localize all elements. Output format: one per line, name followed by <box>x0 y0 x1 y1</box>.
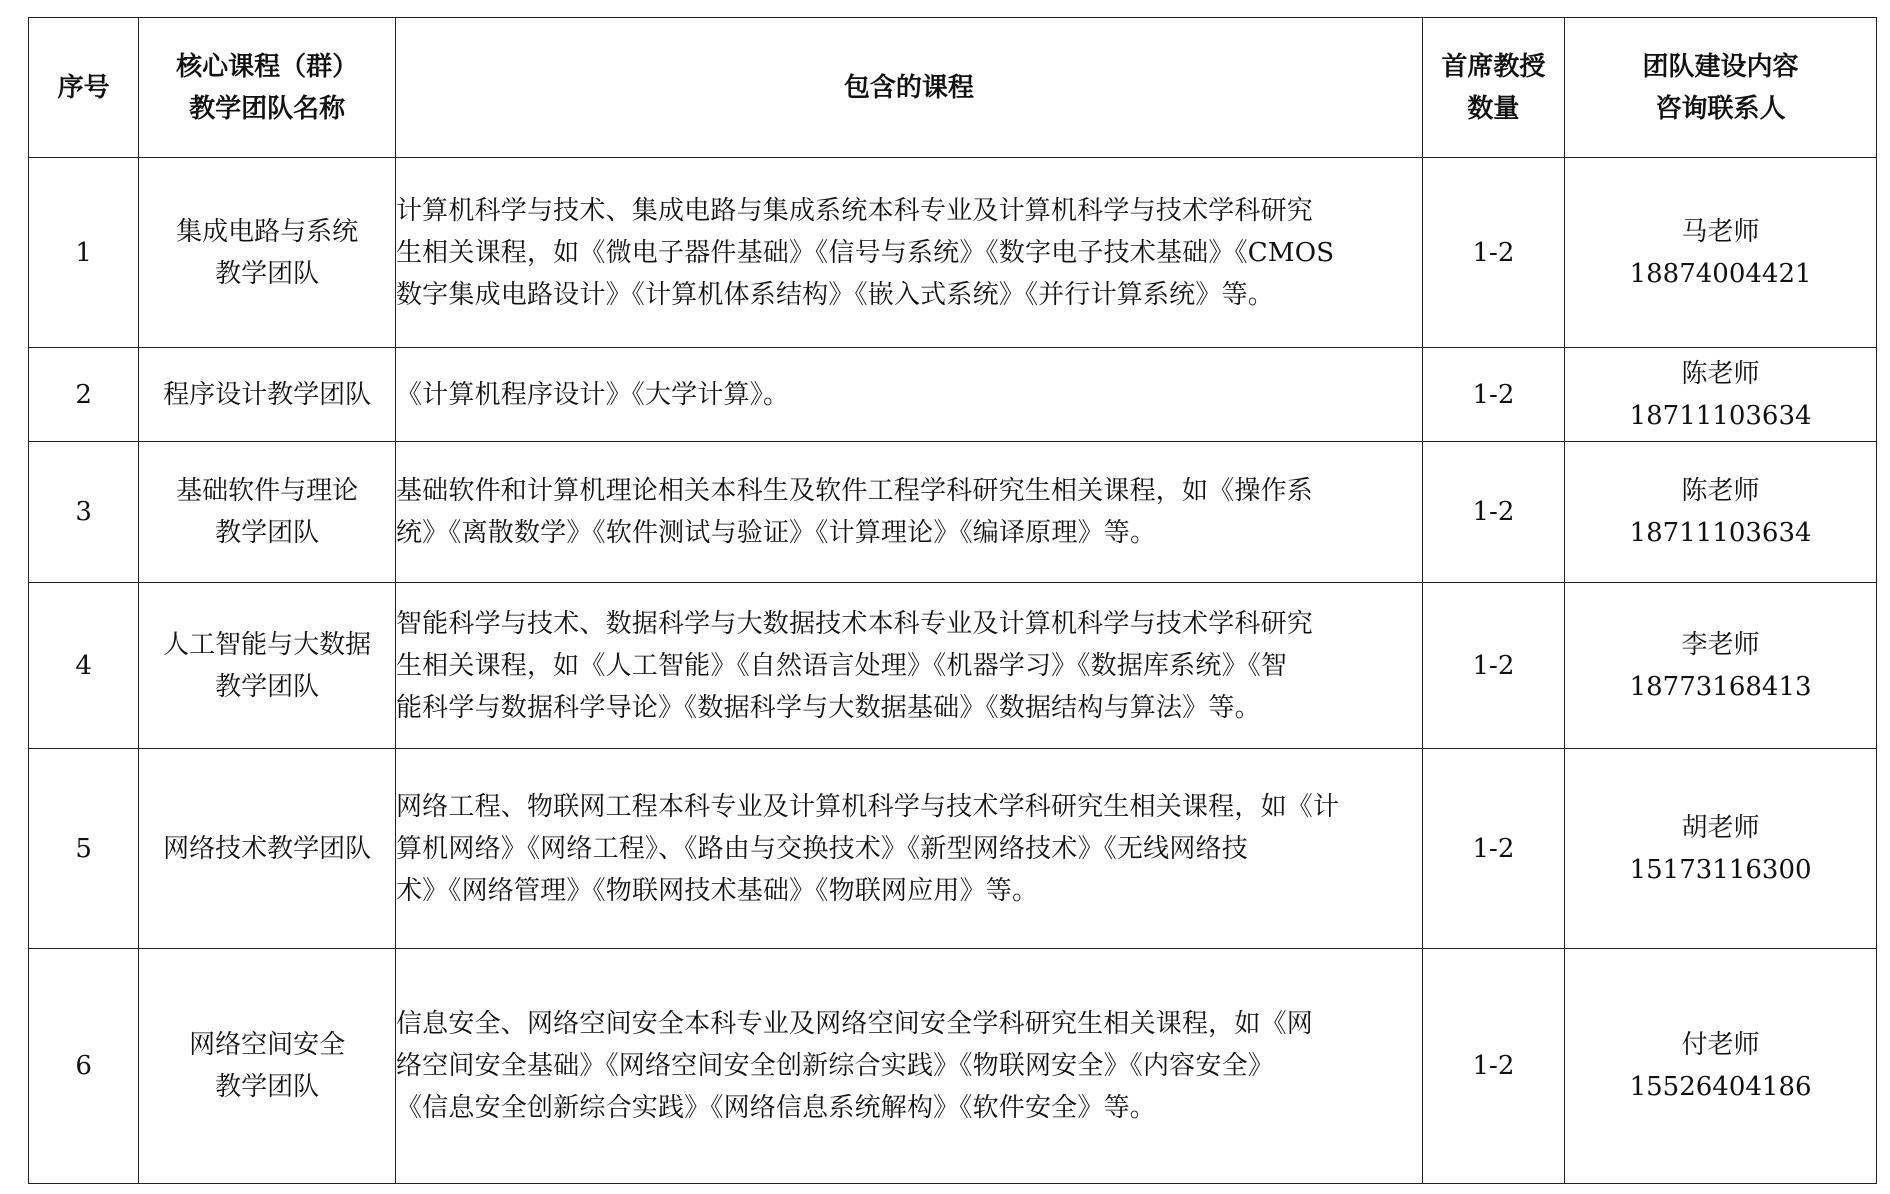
contact-cell <box>1565 749 1877 949</box>
courses-line: 能科学与数据科学导论》《数据科学与大数据基础》《数据结构与算法》等。 <box>395 692 1261 723</box>
chief-count-cell: 1-2 <box>1422 749 1564 949</box>
contact-name: 胡老师 <box>1681 812 1760 843</box>
courses-cell <box>395 158 1422 348</box>
team-name-cell <box>139 158 396 348</box>
courses-cell <box>395 749 1422 949</box>
courses-cell <box>395 348 1422 442</box>
header-row <box>29 18 1877 158</box>
contact-phone: 15526404186 <box>1629 1072 1812 1102</box>
chief-count-cell: 1-2 <box>1422 348 1564 442</box>
courses-line: 智能科学与技术、数据科学与大数据技术本科专业及计算机科学与技术学科研究 <box>395 608 1313 639</box>
chief-count-cell: 1-2 <box>1422 583 1564 749</box>
courses-cell <box>395 442 1422 583</box>
team-name-line: 集成电路与系统 <box>176 216 359 247</box>
row-index: 1 <box>29 158 139 348</box>
header-team-name <box>139 18 396 158</box>
contact-name: 付老师 <box>1681 1030 1760 1060</box>
team-name-line: 程序设计教学团队 <box>163 379 372 410</box>
team-name-line: 人工智能与大数据 <box>163 629 372 660</box>
courses-line: 计算机科学与技术、集成电路与集成系统本科专业及计算机科学与技术学科研究 <box>395 195 1313 226</box>
courses-line: 术》《网络管理》《物联网技术基础》《物联网应用》等。 <box>395 875 1039 906</box>
contact-cell <box>1565 949 1877 1184</box>
table-row <box>29 583 1877 749</box>
header-index <box>29 18 139 158</box>
contact-cell <box>1565 442 1877 583</box>
table-row <box>29 442 1877 583</box>
header-contact <box>1565 18 1877 158</box>
header-contact-line-2: 咨询联系人 <box>1655 93 1786 124</box>
contact-name: 李老师 <box>1681 629 1760 660</box>
row-index: 6 <box>29 949 139 1184</box>
courses-line: 基础软件和计算机理论相关本科生及软件工程学科研究生相关课程，如《操作系 <box>395 476 1313 506</box>
chief-count-cell: 1-2 <box>1422 442 1564 583</box>
row-index: 5 <box>29 749 139 949</box>
courses-line: 《信息安全创新综合实践》《网络信息系统解构》《软件安全》等。 <box>395 1093 1156 1123</box>
team-name-line: 基础软件与理论 <box>176 476 359 506</box>
team-name-cell <box>139 348 396 442</box>
courses-line: 网络工程、物联网工程本科专业及计算机科学与技术学科研究生相关课程，如《计 <box>395 791 1340 822</box>
row-index: 4 <box>29 583 139 749</box>
team-name-cell <box>139 949 396 1184</box>
header-team-line-1: 核心课程（群） <box>176 51 359 82</box>
courses-cell <box>395 949 1422 1184</box>
team-name-line: 网络空间安全 <box>189 1030 346 1060</box>
header-chief-professor-count <box>1422 18 1564 158</box>
contact-name: 陈老师 <box>1681 476 1760 506</box>
table-row <box>29 949 1877 1184</box>
contact-phone: 18773168413 <box>1629 671 1812 702</box>
chief-count-cell: 1-2 <box>1422 158 1564 348</box>
contact-phone: 18874004421 <box>1629 258 1812 289</box>
header-courses-line: 包含的课程 <box>843 72 974 103</box>
courses-line: 信息安全、网络空间安全本科专业及网络空间安全学科研究生相关课程，如《网 <box>395 1009 1313 1039</box>
team-name-cell <box>139 442 396 583</box>
contact-phone: 18711103634 <box>1629 400 1812 431</box>
courses-cell <box>395 583 1422 749</box>
header-courses <box>395 18 1422 158</box>
courses-line: 数字集成电路设计》《计算机体系结构》《嵌入式系统》《并行计算系统》等。 <box>395 279 1274 310</box>
courses-line: 络空间安全基础》《网络空间安全创新综合实践》《物联网安全》《内容安全》 <box>395 1051 1274 1081</box>
team-name-line: 网络技术教学团队 <box>163 833 372 864</box>
header-team-line-2: 教学团队名称 <box>189 93 346 124</box>
header-index-line: 序号 <box>57 72 110 103</box>
header-contact-line-1: 团队建设内容 <box>1642 51 1799 82</box>
contact-name: 陈老师 <box>1681 358 1760 389</box>
team-name-cell <box>139 749 396 949</box>
team-name-cell <box>139 583 396 749</box>
table-row <box>29 749 1877 949</box>
contact-phone: 18711103634 <box>1629 518 1812 548</box>
team-name-line: 教学团队 <box>215 258 320 289</box>
row-index: 2 <box>29 348 139 442</box>
table-row <box>29 348 1877 442</box>
row-index: 3 <box>29 442 139 583</box>
contact-cell <box>1565 348 1877 442</box>
contact-cell <box>1565 158 1877 348</box>
header-count-line-1: 首席教授 <box>1441 51 1546 82</box>
chief-count-cell: 1-2 <box>1422 949 1564 1184</box>
table-row <box>29 158 1877 348</box>
contact-cell <box>1565 583 1877 749</box>
courses-line: 统》《离散数学》《软件测试与验证》《计算理论》《编译原理》等。 <box>395 518 1157 548</box>
courses-line: 生相关课程，如《微电子器件基础》《信号与系统》《数字电子技术基础》《CMOS <box>395 237 1335 268</box>
contact-phone: 15173116300 <box>1629 854 1812 885</box>
team-name-line: 教学团队 <box>215 671 320 702</box>
contact-name: 马老师 <box>1681 216 1760 247</box>
header-count-line-2: 数量 <box>1467 93 1520 124</box>
courses-line: 生相关课程，如《人工智能》《自然语言处理》《机器学习》《数据库系统》《智 <box>395 650 1288 681</box>
courses-line: 算机网络》《网络工程》、《路由与交换技术》《新型网络技术》《无线网络技 <box>395 833 1248 864</box>
team-name-line: 教学团队 <box>215 518 320 548</box>
teaching-teams-table <box>28 17 1877 1184</box>
courses-line: 《计算机程序设计》《大学计算》。 <box>395 379 790 410</box>
team-name-line: 教学团队 <box>215 1072 320 1102</box>
